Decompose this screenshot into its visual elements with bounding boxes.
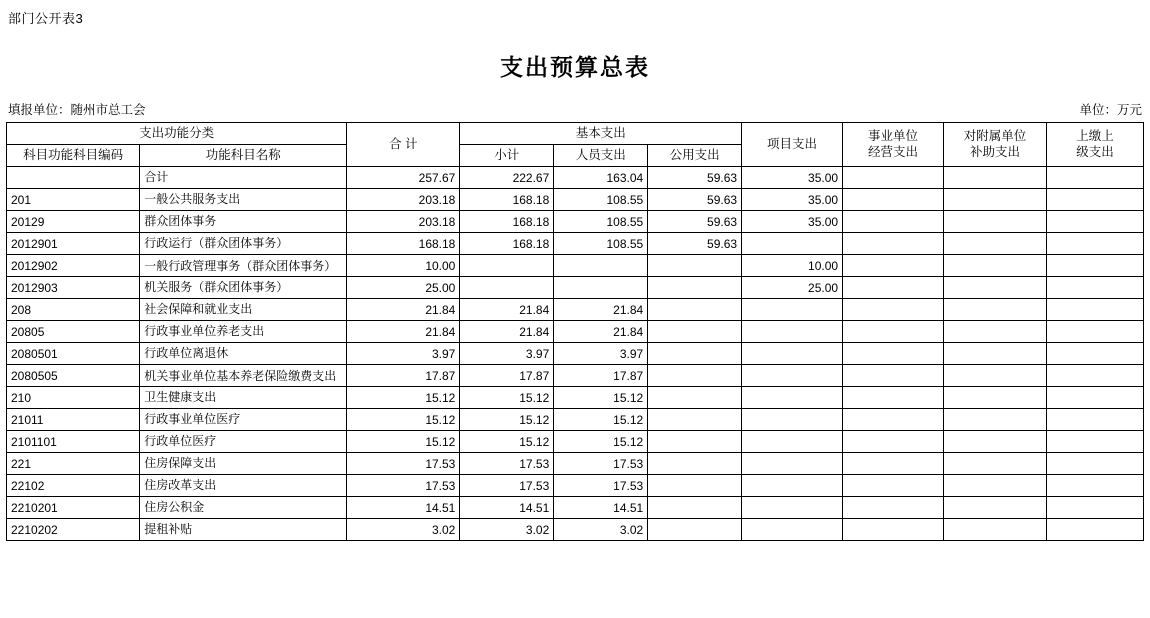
table-row [7,189,1144,211]
cell-subsidy [944,321,1047,343]
cell-name: 机关服务（群众团体事务） [140,277,347,299]
cell-operating [843,211,944,233]
cell-subtotal: 15.12 [460,409,554,431]
cell-public [648,519,742,541]
cell-public [648,409,742,431]
cell-total: 15.12 [347,431,460,453]
cell-personnel [554,255,648,277]
cell-operating [843,167,944,189]
cell-public: 59.63 [648,211,742,233]
cell-personnel: 21.84 [554,299,648,321]
cell-public [648,343,742,365]
header-subtotal: 小计 [460,145,554,167]
cell-project [742,387,843,409]
cell-subsidy [944,475,1047,497]
cell-project: 25.00 [742,277,843,299]
cell-code: 2012901 [7,233,140,255]
meta-row [6,100,1144,122]
cell-upper [1047,255,1144,277]
cell-project [742,475,843,497]
cell-operating [843,255,944,277]
cell-operating [843,321,944,343]
cell-subsidy [944,497,1047,519]
header-code: 科目功能科目编码 [7,145,140,167]
cell-upper [1047,343,1144,365]
cell-upper [1047,453,1144,475]
table-body [7,167,1144,541]
header-business-unit-operating-line2: 经营支出 [868,144,919,159]
header-upper-level-line2: 级支出 [1076,144,1114,159]
header-upper-level-line1: 上缴上 [1076,128,1114,143]
cell-subtotal: 21.84 [460,299,554,321]
cell-total: 203.18 [347,211,460,233]
cell-personnel: 108.55 [554,211,648,233]
cell-project [742,431,843,453]
cell-total: 17.53 [347,453,460,475]
table-row [7,233,1144,255]
header-business-unit-operating-line1: 事业单位 [868,128,919,143]
cell-project: 10.00 [742,255,843,277]
cell-upper [1047,409,1144,431]
cell-project: 35.00 [742,189,843,211]
cell-public [648,299,742,321]
cell-project [742,365,843,387]
table-row [7,475,1144,497]
cell-total: 15.12 [347,409,460,431]
cell-name: 行政运行（群众团体事务） [140,233,347,255]
cell-public: 59.63 [648,233,742,255]
cell-operating [843,299,944,321]
cell-subsidy [944,387,1047,409]
cell-project [742,343,843,365]
cell-upper [1047,497,1144,519]
header-name: 功能科目名称 [140,145,347,167]
cell-code: 20129 [7,211,140,233]
table-row [7,211,1144,233]
cell-subtotal: 17.53 [460,475,554,497]
cell-upper [1047,233,1144,255]
cell-total: 10.00 [347,255,460,277]
cell-personnel: 15.12 [554,431,648,453]
cell-personnel: 21.84 [554,321,648,343]
cell-upper [1047,189,1144,211]
cell-personnel [554,277,648,299]
cell-name: 住房保障支出 [140,453,347,475]
cell-public: 59.63 [648,189,742,211]
cell-code: 201 [7,189,140,211]
cell-total: 3.97 [347,343,460,365]
reporting-unit: 填报单位：随州市总工会 [8,103,146,117]
cell-subsidy [944,519,1047,541]
cell-subtotal: 17.53 [460,453,554,475]
cell-code: 221 [7,453,140,475]
cell-name: 行政单位医疗 [140,431,347,453]
cell-subtotal: 15.12 [460,387,554,409]
cell-subtotal: 168.18 [460,189,554,211]
cell-operating [843,497,944,519]
table-row [7,299,1144,321]
cell-operating [843,519,944,541]
cell-name: 卫生健康支出 [140,387,347,409]
cell-code: 2101101 [7,431,140,453]
table-row [7,277,1144,299]
cell-personnel: 15.12 [554,409,648,431]
cell-code: 20805 [7,321,140,343]
form-label: 部门公开表3 [8,11,84,26]
header-basic-expenditure: 基本支出 [460,123,742,145]
cell-subtotal: 168.18 [460,211,554,233]
cell-name: 一般公共服务支出 [140,189,347,211]
cell-operating [843,431,944,453]
header-total: 合 计 [347,123,460,167]
table-row [7,167,1144,189]
cell-name: 行政单位离退休 [140,343,347,365]
cell-upper [1047,299,1144,321]
cell-public [648,387,742,409]
cell-name: 一般行政管理事务（群众团体事务） [140,255,347,277]
cell-upper [1047,387,1144,409]
table-row [7,519,1144,541]
page-title: 支出预算总表 [500,54,650,80]
cell-subtotal [460,255,554,277]
cell-operating [843,409,944,431]
cell-code: 2210202 [7,519,140,541]
cell-total: 21.84 [347,299,460,321]
cell-total: 17.53 [347,475,460,497]
cell-code: 2080505 [7,365,140,387]
cell-project [742,409,843,431]
cell-public [648,475,742,497]
cell-total: 14.51 [347,497,460,519]
cell-personnel: 17.87 [554,365,648,387]
cell-personnel: 108.55 [554,189,648,211]
cell-personnel: 163.04 [554,167,648,189]
cell-code: 2080501 [7,343,140,365]
table-row [7,387,1144,409]
header-public: 公用支出 [648,145,742,167]
cell-total: 21.84 [347,321,460,343]
cell-name: 行政事业单位养老支出 [140,321,347,343]
cell-subsidy [944,189,1047,211]
cell-upper [1047,431,1144,453]
cell-operating [843,365,944,387]
cell-personnel: 3.97 [554,343,648,365]
cell-subtotal: 3.02 [460,519,554,541]
header-subsidy-line2: 补助支出 [970,144,1021,159]
cell-subsidy [944,299,1047,321]
header-project: 项目支出 [742,123,843,167]
cell-upper [1047,321,1144,343]
cell-public: 59.63 [648,167,742,189]
cell-project [742,321,843,343]
cell-operating [843,475,944,497]
cell-personnel: 3.02 [554,519,648,541]
cell-code: 21011 [7,409,140,431]
cell-upper [1047,475,1144,497]
cell-upper [1047,365,1144,387]
cell-total: 257.67 [347,167,460,189]
cell-subtotal: 21.84 [460,321,554,343]
cell-name: 住房改革支出 [140,475,347,497]
cell-subtotal: 14.51 [460,497,554,519]
cell-operating [843,277,944,299]
table-row [7,497,1144,519]
table-row [7,321,1144,343]
cell-project: 35.00 [742,211,843,233]
cell-personnel: 15.12 [554,387,648,409]
header-upper-level [1047,123,1144,167]
cell-subsidy [944,233,1047,255]
cell-code: 2210201 [7,497,140,519]
cell-subsidy [944,211,1047,233]
cell-subsidy [944,255,1047,277]
cell-operating [843,343,944,365]
cell-subtotal [460,277,554,299]
cell-total: 25.00 [347,277,460,299]
cell-upper [1047,167,1144,189]
table-row [7,255,1144,277]
cell-operating [843,233,944,255]
cell-total: 203.18 [347,189,460,211]
cell-name: 机关事业单位基本养老保险缴费支出 [140,365,347,387]
cell-subsidy [944,365,1047,387]
header-business-unit-operating [843,123,944,167]
cell-name: 提租补贴 [140,519,347,541]
cell-operating [843,387,944,409]
cell-project [742,233,843,255]
table-row [7,409,1144,431]
cell-name: 住房公积金 [140,497,347,519]
cell-code: 2012903 [7,277,140,299]
cell-personnel: 17.53 [554,475,648,497]
table-row [7,365,1144,387]
header-subsidy [944,123,1047,167]
cell-name: 社会保障和就业支出 [140,299,347,321]
cell-total: 3.02 [347,519,460,541]
cell-code: 2012902 [7,255,140,277]
cell-upper [1047,519,1144,541]
header-subsidy-line1: 对附属单位 [963,128,1027,143]
unit-note: 单位：万元 [1079,103,1142,117]
expenditure-budget-table [6,122,1144,541]
cell-public [648,365,742,387]
cell-subsidy [944,453,1047,475]
cell-code [7,167,140,189]
cell-subtotal: 3.97 [460,343,554,365]
cell-subtotal: 222.67 [460,167,554,189]
cell-project [742,519,843,541]
cell-personnel: 108.55 [554,233,648,255]
cell-project [742,453,843,475]
cell-name: 合计 [140,167,347,189]
cell-project [742,299,843,321]
cell-personnel: 14.51 [554,497,648,519]
cell-subtotal: 168.18 [460,233,554,255]
cell-subsidy [944,167,1047,189]
cell-code: 210 [7,387,140,409]
cell-subsidy [944,277,1047,299]
cell-public [648,321,742,343]
cell-public [648,497,742,519]
cell-public [648,277,742,299]
cell-operating [843,453,944,475]
cell-total: 15.12 [347,387,460,409]
cell-subtotal: 17.87 [460,365,554,387]
cell-public [648,453,742,475]
header-classification-group: 支出功能分类 [7,123,347,145]
cell-upper [1047,277,1144,299]
table-row [7,431,1144,453]
cell-operating [843,189,944,211]
cell-code: 22102 [7,475,140,497]
cell-subsidy [944,409,1047,431]
cell-subtotal: 15.12 [460,431,554,453]
cell-total: 168.18 [347,233,460,255]
cell-code: 208 [7,299,140,321]
cell-project [742,497,843,519]
cell-total: 17.87 [347,365,460,387]
header-personnel: 人员支出 [554,145,648,167]
cell-subsidy [944,431,1047,453]
table-header-row-1 [7,123,1144,145]
table-row [7,343,1144,365]
cell-public [648,431,742,453]
cell-name: 群众团体事务 [140,211,347,233]
cell-personnel: 17.53 [554,453,648,475]
table-row [7,453,1144,475]
cell-public [648,255,742,277]
cell-name: 行政事业单位医疗 [140,409,347,431]
cell-project: 35.00 [742,167,843,189]
cell-subsidy [944,343,1047,365]
cell-upper [1047,211,1144,233]
